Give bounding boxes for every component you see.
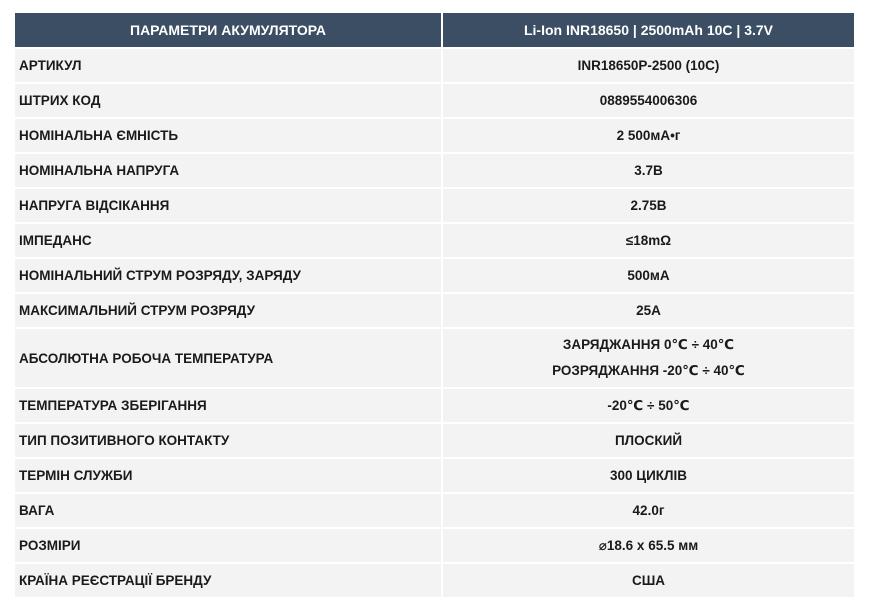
row-value-dimensions: ⌀18.6 x 65.5 мм [441, 529, 854, 564]
table-row [15, 119, 854, 154]
row-label-nominal-current: НОМІНАЛЬНИЙ СТРУМ РОЗРЯДУ, ЗАРЯДУ [15, 259, 441, 294]
header-model-label: Li-Ion INR18650 | 2500mAh 10C | 3.7V [441, 13, 854, 49]
row-value-contact-type: ПЛОСКИЙ [441, 424, 854, 459]
row-value-nominal-current: 500мА [441, 259, 854, 294]
header-param-label: ПАРАМЕТРИ АКУМУЛЯТОРА [15, 13, 441, 49]
table-row [15, 84, 854, 119]
table-row [15, 294, 854, 329]
row-label-impedance: ІМПЕДАНС [15, 224, 441, 259]
row-label-operating-temp: АБСОЛЮТНА РОБОЧА ТЕМПЕРАТУРА [15, 329, 441, 389]
row-value-service-life: 300 ЦИКЛІВ [441, 459, 854, 494]
table-row [15, 189, 854, 224]
row-value-barcode: 0889554006306 [441, 84, 854, 119]
row-label-contact-type: ТИП ПОЗИТИВНОГО КОНТАКТУ [15, 424, 441, 459]
row-value-operating-temp [441, 329, 854, 389]
table-row [15, 459, 854, 494]
table-row [15, 259, 854, 294]
row-value-max-discharge: 25А [441, 294, 854, 329]
table-row [15, 224, 854, 259]
row-label-brand-country: КРАЇНА РЕЄСТРАЦІЇ БРЕНДУ [15, 564, 441, 599]
row-label-capacity: НОМІНАЛЬНА ЄМНІСТЬ [15, 119, 441, 154]
operating-temp-charge: ЗАРЯДЖАННЯ 0℃ ÷ 40℃ [562, 337, 735, 352]
row-label-max-discharge: МАКСИМАЛЬНИЙ СТРУМ РОЗРЯДУ [15, 294, 441, 329]
row-value-capacity: 2 500мА•г [441, 119, 854, 154]
row-label-article: АРТИКУЛ [15, 49, 441, 84]
battery-spec-table [15, 13, 854, 599]
row-label-dimensions: РОЗМІРИ [15, 529, 441, 564]
row-value-storage-temp: -20℃ ÷ 50℃ [441, 389, 854, 424]
table-row [15, 49, 854, 84]
table-row [15, 424, 854, 459]
row-label-barcode: ШТРИХ КОД [15, 84, 441, 119]
table-header [15, 13, 854, 49]
row-label-nominal-voltage: НОМІНАЛЬНА НАПРУГА [15, 154, 441, 189]
table-row [15, 389, 854, 424]
row-label-weight: ВАГА [15, 494, 441, 529]
row-label-storage-temp: ТЕМПЕРАТУРА ЗБЕРІГАННЯ [15, 389, 441, 424]
row-value-article: INR18650P-2500 (10C) [441, 49, 854, 84]
row-value-cutoff-voltage: 2.75В [441, 189, 854, 224]
table-body [15, 49, 854, 599]
table-row [15, 529, 854, 564]
header-row [15, 13, 854, 49]
row-value-brand-country: США [441, 564, 854, 599]
table-row [15, 494, 854, 529]
row-value-impedance: ≤18mΩ [441, 224, 854, 259]
operating-temp-discharge: РОЗРЯДЖАННЯ -20℃ ÷ 40℃ [552, 363, 745, 378]
table-row [15, 329, 854, 389]
row-value-weight: 42.0г [441, 494, 854, 529]
row-value-nominal-voltage: 3.7В [441, 154, 854, 189]
row-label-service-life: ТЕРМІН СЛУЖБИ [15, 459, 441, 494]
table-row [15, 154, 854, 189]
row-label-cutoff-voltage: НАПРУГА ВІДСІКАННЯ [15, 189, 441, 224]
